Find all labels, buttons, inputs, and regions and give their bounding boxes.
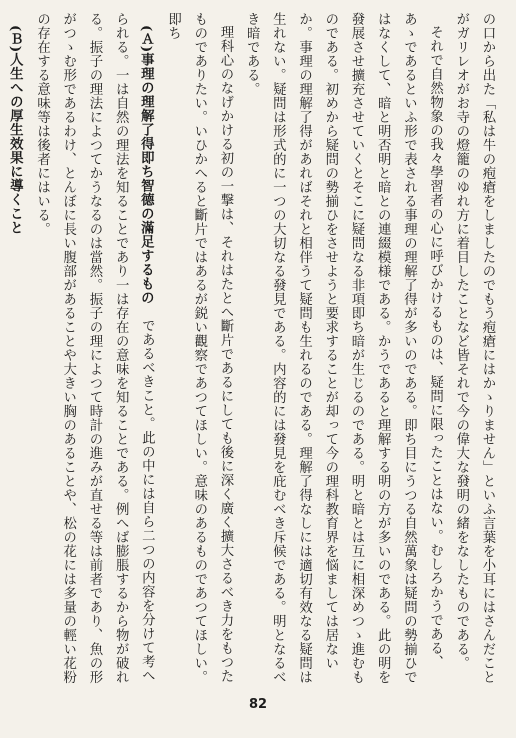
paragraph-1: の口から出た「私は牛の疱瘡をしましたのでもう疱瘡にはかゝりません」といふ言葉を小耳にはさんだことがガリレオがお寺の燈籠のゆれ方に着目したことなど皆それで今の偉大な發明の緒をなしたものである。 (453, 12, 495, 684)
page-number: 82 (248, 697, 268, 712)
subheading-c (0, 12, 2, 692)
paragraph-3: 理科心のなげかける初の一撃は、それはたとへ斷片であるにしても後に深く廣く擴大さるべき力をもつたものでありたい。いひかへると斷片ではあるが鋭い觀察であつてほしい。意味のあるものであつてほしい。即ち (165, 12, 233, 684)
subheading-b-label: (Ｂ) (7, 25, 24, 54)
subheading-a-label: (Ａ) (138, 25, 155, 54)
vertical-text-body (7, 12, 500, 692)
subheading-b (2, 12, 28, 692)
subheading-a-text: であるべきこと。此の中には自ら二つの内容を分けて考へられる。一は自然の理法を知ることであり一は存在の意味を知ることである。例へば膨脹するから物が破れる。振子の理法によつてかうなるのは當然。振子の理によつて時計の進みが直せる等は前者であり、魚の形がつゝむ形であるわけ、とんぼに長い腹部があることや大きい胸のあることや、松の花には多量の輕い花粉の存在する意味等は後者にはいる。 (34, 12, 155, 684)
subheading-b-title: 人生への厚生效果に導くこと (7, 53, 24, 236)
paragraph-2: それで自然物象の我々學習者の心に呼びかけるものは、疑問に限ったことはない。むしろかうである、あゝであるといふ形で表される事理の理解了得が多いのである。即ち目にうつる自然萬象は疑問の勢揃ひではなくして、暗と明否明と暗との連綴模様である。かうであると理解する明の方が多いのである。此の明を發展させ擴充させていくとそこに疑問なる非項即ち暗が生じるのである。明と暗とは互に相深めつゝ進むものである。初めから疑問の勢揃ひをさせようと要求することが却って今の理科教育界を悩ましては居ないか。事理の理解了得があればそれと相伴うて疑問も生れるのである。理解了得なしには適切有效なる疑問は生れない。疑問は形式的に一つの大切なる發見である。内容的には發見を庇むべき斥候である。明となるべき暗である。 (244, 12, 443, 684)
subheading-a-title: 事理の理解了得即ち智德の滿足するもの (138, 53, 155, 306)
subheading-a (28, 12, 159, 692)
